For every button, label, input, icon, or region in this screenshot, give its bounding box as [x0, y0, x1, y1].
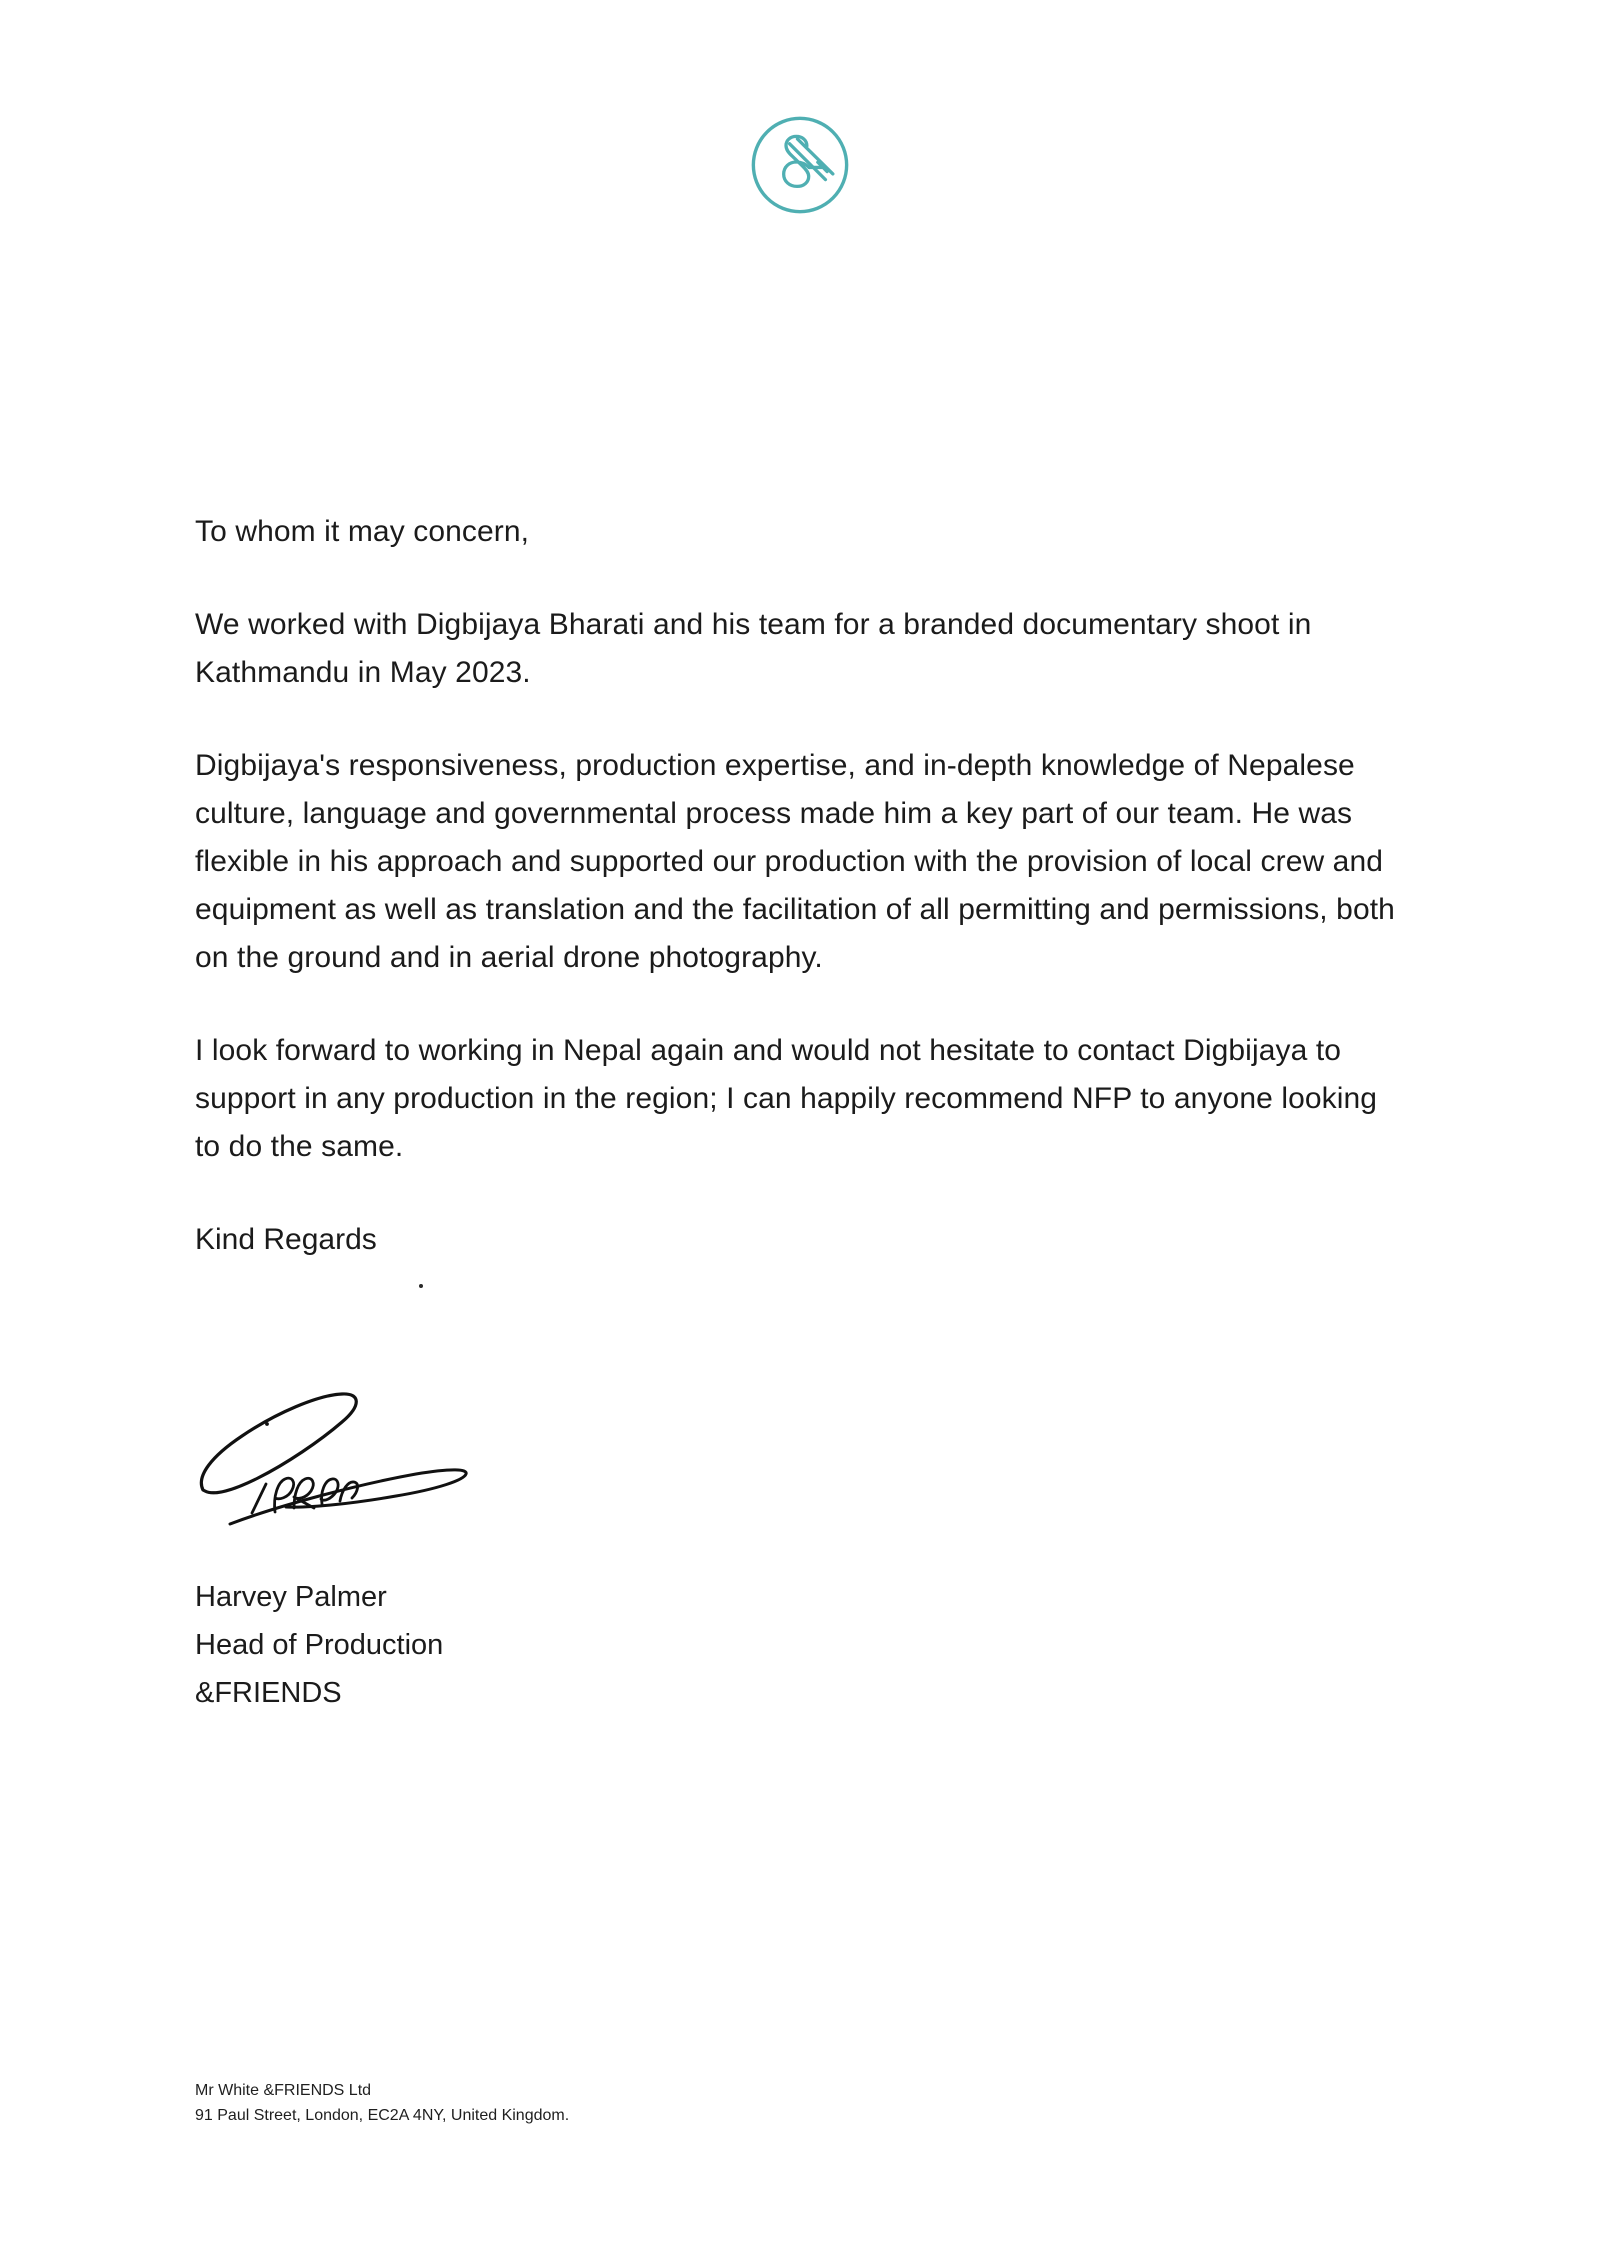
- stray-dot-artifact: [419, 1284, 423, 1288]
- signer-block: [195, 1573, 895, 1717]
- paragraph-1: We worked with Digbijaya Bharati and his team for a branded documentary shoot in Kathmandu in May 2023.: [195, 608, 1320, 689]
- closing-block: [195, 1216, 1410, 1264]
- closing-salutation: Kind Regards: [195, 1223, 377, 1256]
- letterhead-logo: [0, 112, 1600, 218]
- signer-company: &FRIENDS: [195, 1677, 342, 1709]
- page-footer: [195, 2078, 1095, 2128]
- footer-legal-name: Mr White &FRIENDS Ltd: [195, 2082, 372, 2099]
- letter-body: [195, 508, 1410, 1264]
- signer-name: Harvey Palmer: [195, 1581, 387, 1613]
- handwritten-signature-icon: [190, 1372, 520, 1527]
- footer-address: 91 Paul Street, London, EC2A 4NY, United Kingdom.: [195, 2107, 570, 2124]
- handwritten-signature: [190, 1372, 520, 1527]
- paragraph-3: I look forward to working in Nepal again and would not hesitate to contact Digbijaya to support in any production in the region; I can happily recommend NFP to anyone looking to do the same.: [195, 1034, 1386, 1163]
- ampersand-in-circle-logo: [747, 112, 853, 218]
- paragraph-2: Digbijaya's responsiveness, production expertise, and in-depth knowledge of Nepalese culture, language and governmental process made him a key part of our team. He was flexible in his approach and supported our production with the provision of local crew and equipment as well as translation and the facilitation of all permitting and permissions, both on the ground and in aerial drone photography.: [195, 749, 1404, 974]
- salutation: To whom it may concern,: [195, 515, 530, 548]
- signer-title: Head of Production: [195, 1629, 444, 1661]
